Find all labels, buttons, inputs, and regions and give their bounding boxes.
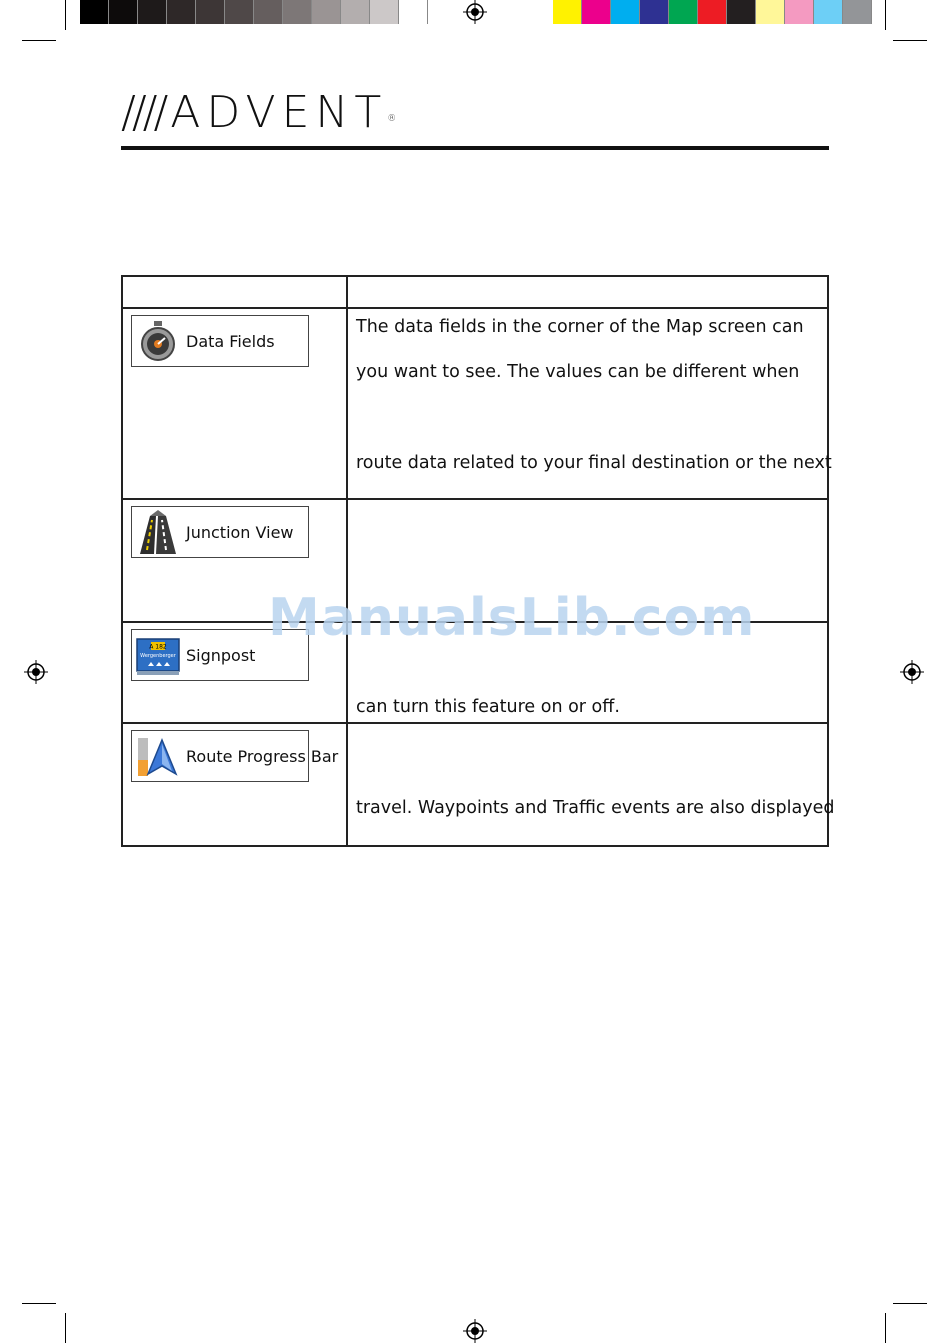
route-progress-icon — [136, 734, 180, 778]
button-label: Route Progress Bar — [186, 746, 339, 766]
table-row — [122, 308, 828, 499]
color-swatch — [254, 0, 283, 24]
color-swatch — [196, 0, 225, 24]
color-swatch — [727, 0, 756, 24]
brand-name: ADVENT — [170, 87, 388, 138]
button-label: Signpost — [186, 645, 256, 665]
table-header-cell — [122, 276, 347, 308]
stopwatch-icon — [136, 319, 180, 363]
color-swatch — [843, 0, 872, 24]
crop-mark — [65, 1313, 66, 1343]
brand-slashes: //// — [121, 87, 165, 138]
color-swatch — [341, 0, 370, 24]
junction-view-button[interactable] — [131, 506, 309, 558]
color-swatch — [756, 0, 785, 24]
watermark: ManualsLib.com — [268, 588, 756, 648]
registration-mark-icon — [24, 660, 48, 684]
crop-mark — [65, 0, 66, 30]
crop-mark — [22, 40, 56, 41]
color-swatch — [167, 0, 196, 24]
crop-mark — [885, 0, 886, 30]
settings-table — [121, 275, 835, 847]
description-cell — [347, 308, 832, 499]
table-header-row — [122, 276, 828, 308]
registered-mark: ® — [387, 114, 397, 124]
setting-cell — [122, 308, 347, 499]
signpost-destination: Wergenberger — [140, 653, 176, 659]
crop-mark — [22, 1303, 56, 1304]
description-line: route data related to your final destination or the next — [356, 453, 832, 473]
crop-mark — [885, 1313, 886, 1343]
color-swatch — [225, 0, 254, 24]
signpost-road-number: A 182 — [149, 643, 167, 651]
color-swatch — [611, 0, 640, 24]
crop-mark — [893, 1303, 927, 1304]
color-swatch — [109, 0, 138, 24]
registration-mark-icon — [463, 0, 487, 24]
data-fields-button[interactable] — [131, 315, 309, 367]
table-row — [122, 723, 828, 846]
color-swatch — [582, 0, 611, 24]
color-swatch — [814, 0, 843, 24]
color-swatch — [399, 0, 428, 24]
button-label: Junction View — [186, 522, 294, 542]
signpost-icon — [136, 633, 180, 677]
brand-logo — [121, 88, 396, 138]
header-rule — [121, 146, 829, 150]
description-line: you want to see. The values can be different when — [356, 362, 800, 382]
color-swatch — [785, 0, 814, 24]
color-swatch — [640, 0, 669, 24]
button-label: Data Fields — [186, 331, 275, 351]
color-swatch — [312, 0, 341, 24]
color-swatch — [669, 0, 698, 24]
crop-mark — [893, 40, 927, 41]
route-progress-bar-button[interactable] — [131, 730, 339, 782]
setting-cell — [122, 723, 347, 846]
description-line: can turn this feature on or off. — [356, 697, 620, 717]
description-line: travel. Waypoints and Traffic events are also displayed — [356, 798, 835, 818]
description-text — [348, 309, 832, 474]
color-swatch — [80, 0, 109, 24]
registration-mark-icon — [900, 660, 924, 684]
color-swatch — [553, 0, 582, 24]
registration-mark-icon — [463, 1319, 487, 1343]
road-junction-icon — [136, 510, 180, 554]
description-line: The data fields in the corner of the Map screen can — [356, 317, 804, 337]
color-swatch — [698, 0, 727, 24]
color-swatch — [283, 0, 312, 24]
description-text — [348, 724, 835, 819]
color-swatch — [138, 0, 167, 24]
table-header-cell — [347, 276, 828, 308]
color-swatch — [370, 0, 399, 24]
description-cell — [347, 723, 835, 846]
